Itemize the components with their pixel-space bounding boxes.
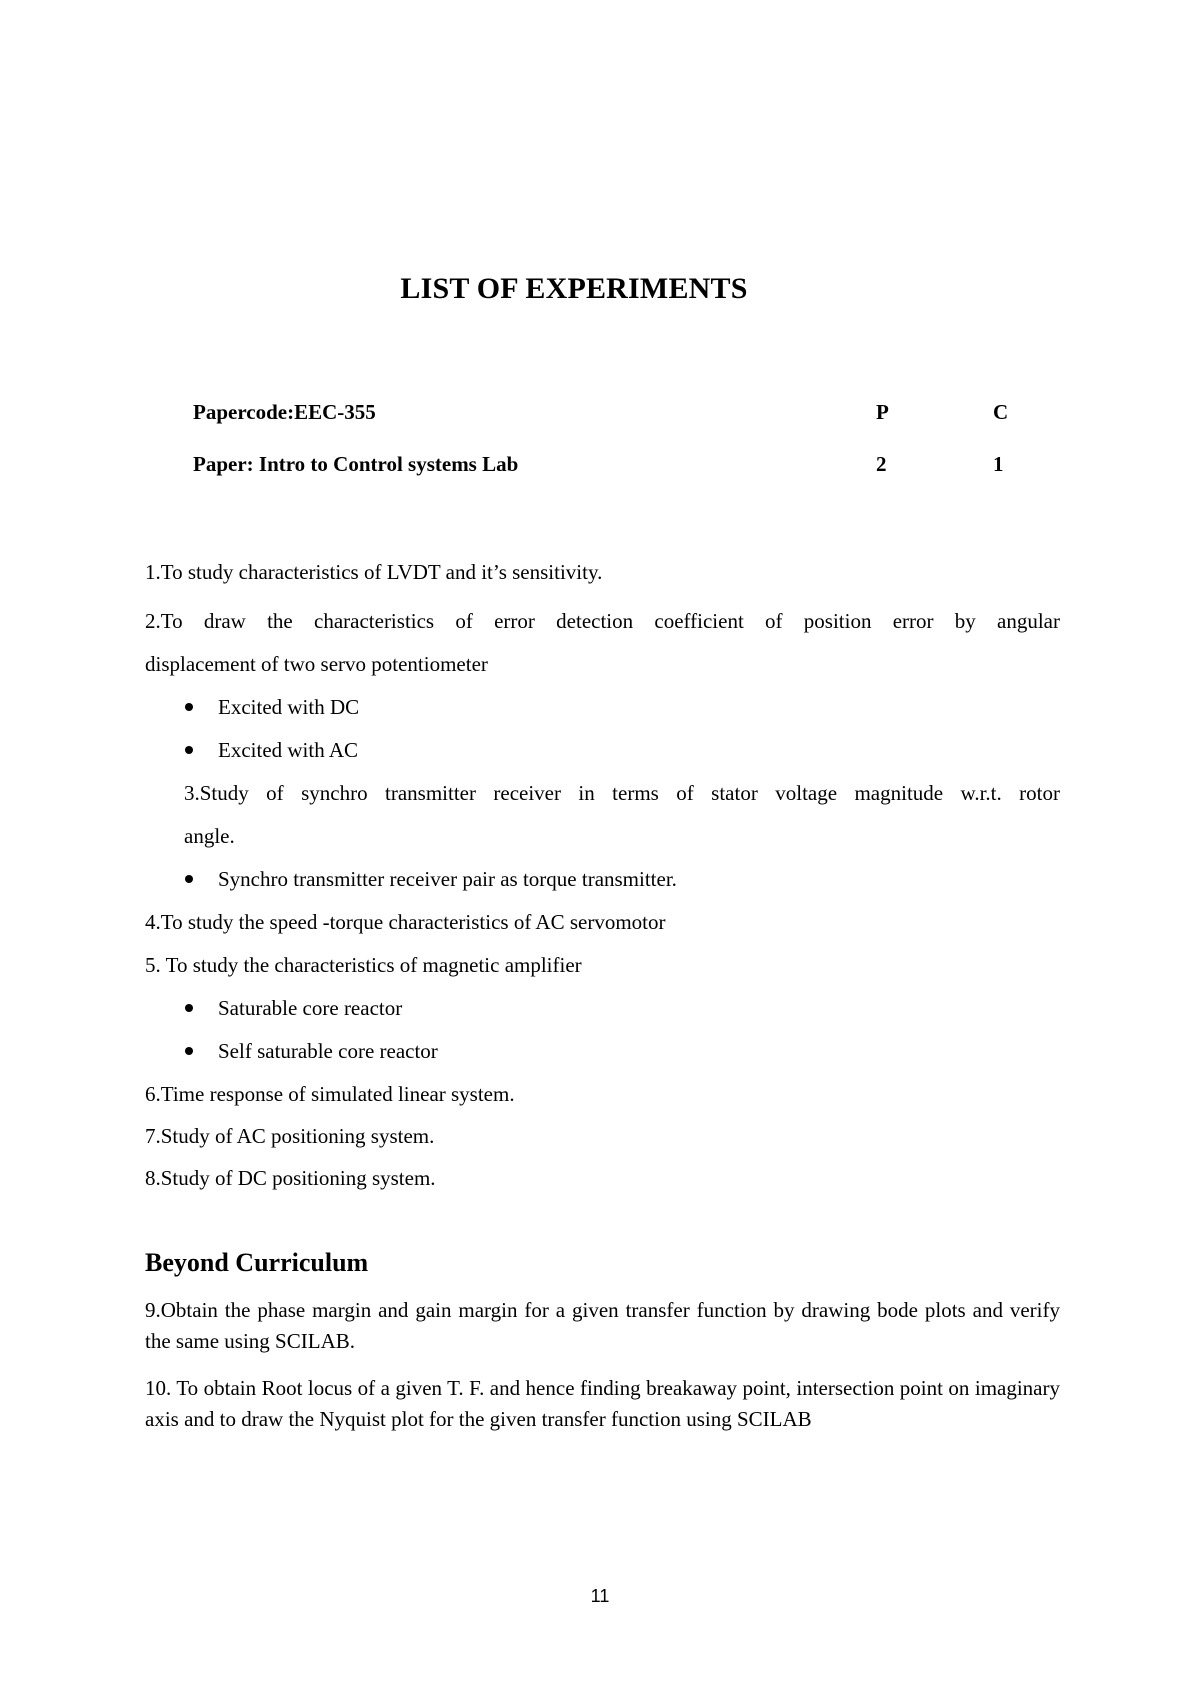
beyond-item: 9.Obtain the phase margin and gain margin for a given transfer function by drawing bode plots and verify the same using SCILAB. (145, 1298, 1060, 1353)
section-heading: Beyond Curriculum (145, 1248, 369, 1277)
value-p: 2 (876, 452, 887, 476)
experiment-item: 3.Study of synchro transmitter receiver in terms of stator voltage magnitude w.r.t. rotor (184, 781, 1060, 805)
experiment-item: 7.Study of AC positioning system. (145, 1124, 435, 1148)
bullet-icon (185, 1047, 193, 1055)
experiment-item: 1.To study characteristics of LVDT and it’s sensitivity. (145, 560, 603, 584)
experiment-item: 8.Study of DC positioning system. (145, 1166, 436, 1190)
page-title: LIST OF EXPERIMENTS (400, 272, 748, 305)
value-c: 1 (993, 452, 1004, 476)
experiment-item: 5. To study the characteristics of magnetic amplifier (145, 953, 582, 977)
column-header-p: P (876, 400, 889, 424)
experiment-item-continued: angle. (184, 824, 235, 848)
bullet-icon (185, 1004, 193, 1012)
bullet-text: Self saturable core reactor (218, 1039, 438, 1063)
paper-label: Paper: Intro to Control systems Lab (193, 452, 519, 476)
page-number: 11 (590, 1586, 610, 1606)
beyond-item: 10. To obtain Root locus of a given T. F. and hence finding breakaway point, intersection point on imaginary axis and to draw the Nyquist plot for the given transfer function using SCILAB (145, 1376, 1060, 1431)
column-header-c: C (993, 400, 1009, 424)
bullet-icon (185, 875, 193, 883)
bullet-text: Synchro transmitter receiver pair as torque transmitter. (218, 867, 677, 891)
experiment-item-continued: displacement of two servo potentiometer (145, 652, 488, 676)
bullet-icon (185, 746, 193, 754)
papercode-label: Papercode:EEC-355 (193, 400, 376, 424)
papercode-row (193, 400, 1053, 430)
bullet-text: Excited with AC (218, 738, 358, 762)
experiment-item: 6.Time response of simulated linear system. (145, 1082, 515, 1106)
bullet-text: Saturable core reactor (218, 996, 403, 1020)
paper-row (193, 452, 1053, 482)
bullet-text: Excited with DC (218, 695, 360, 719)
experiment-item: 4.To study the speed -torque characteristics of AC servomotor (145, 910, 666, 934)
experiment-item: 2.To draw the characteristics of error detection coefficient of position error by angular (145, 609, 1060, 633)
bullet-icon (185, 703, 193, 711)
